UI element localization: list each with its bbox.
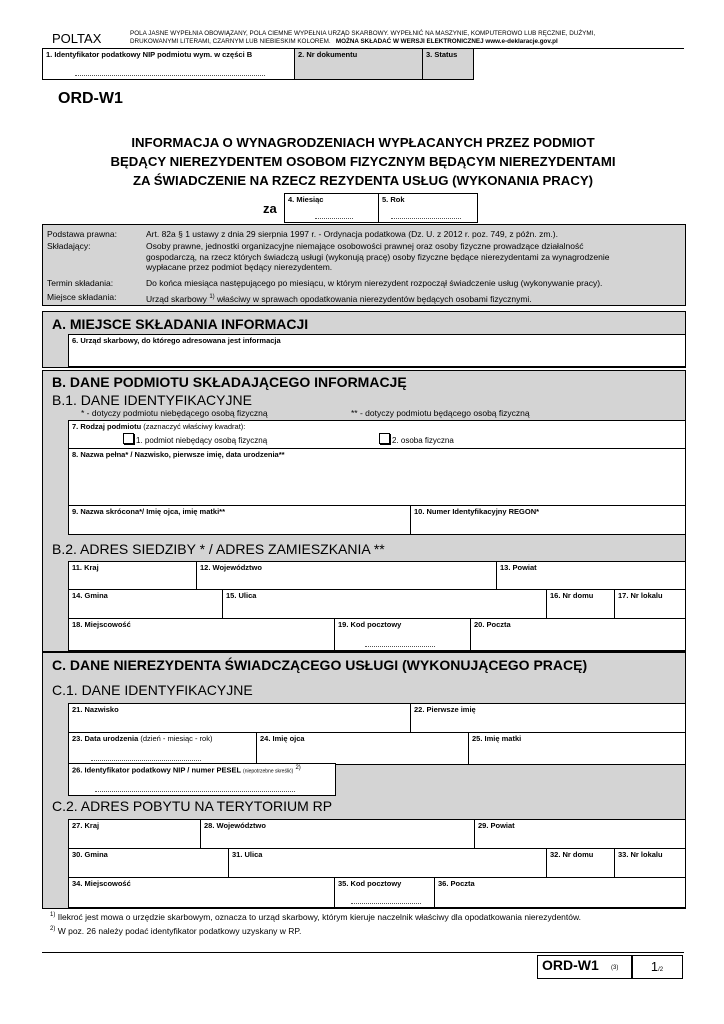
c-street-field[interactable]: 31. Ulica xyxy=(228,848,548,879)
period-za: za xyxy=(263,201,277,216)
doc-number-field: 2. Nr dokumentu xyxy=(294,48,424,80)
nip-pesel-ticks xyxy=(95,787,295,792)
month-ticks xyxy=(315,214,353,219)
birth-date-ticks xyxy=(91,756,201,761)
regon-field[interactable]: 10. Numer Identyfikacyjny REGON* xyxy=(410,505,686,535)
basis-text: Art. 82a § 1 ustawy z dnia 29 sierpnia 1997 r. - Ordynacja podatkowa (Dz. U. z 2012 r. poz. 749, z późn. zm.). xyxy=(146,229,558,239)
b-flat-no-field[interactable]: 17. Nr lokalu xyxy=(614,589,686,620)
c-municipality-field[interactable]: 30. Gmina xyxy=(68,848,230,879)
form-code: ORD-W1 xyxy=(58,90,123,107)
section-c xyxy=(42,652,686,909)
note-physical: ** - dotyczy podmiotu będącego osobą fizyczną xyxy=(351,408,530,418)
entity-option-2[interactable]: 2. osoba fizyczna xyxy=(379,433,454,445)
entity-option-1[interactable]: 1. podmiot niebędący osobą fizyczną xyxy=(123,433,267,445)
b-county-field[interactable]: 13. Powiat xyxy=(496,561,686,591)
month-field[interactable]: 4. Miesiąc xyxy=(284,193,380,223)
b-municipality-field[interactable]: 14. Gmina xyxy=(68,589,224,620)
c-postcode-field[interactable]: 35. Kod pocztowy xyxy=(334,877,436,908)
entity-type-field: 7. Rodzaj podmiotu (zaznaczyć właściwy kwadrat): 1. podmiot niebędący osobą fizyczną 2. osoba fizyczna xyxy=(68,420,686,450)
section-a xyxy=(42,311,686,368)
publisher-name: POLTAX xyxy=(52,31,102,46)
place-text: Urząd skarbowy $^{1)}$ właściwy w sprawach opodatkowania nierezydentów będących osobami fizycznymi. xyxy=(146,293,532,304)
b-country-field[interactable]: 11. Kraj xyxy=(68,561,198,591)
c-county-field[interactable]: 29. Powiat xyxy=(474,819,686,850)
nip-field[interactable]: 1. Identyfikator podatkowy NIP podmiotu wym. w części B xyxy=(42,48,296,80)
c-voivodeship-field[interactable]: 28. Województwo xyxy=(200,819,476,850)
section-b xyxy=(42,370,686,652)
year-ticks xyxy=(391,214,461,219)
year-field[interactable]: 5. Rok xyxy=(378,193,478,223)
postcode-ticks xyxy=(365,642,435,647)
c-house-no-field[interactable]: 32. Nr domu xyxy=(546,848,616,879)
section-c-title: C. DANE NIEREZYDENTA ŚWIADCZĄCEGO USŁUGI (WYKONUJĄCEGO PRACĘ) xyxy=(52,657,588,673)
form-title: INFORMACJA O WYNAGRODZENIACH WYPŁACANYCH PRZEZ PODMIOT BĘDĄCY NIEREZYDENTEM OSOBOM FIZYCZNYM BĘDĄCYM NIEREZYDENTAMI ZA ŚWIADCZENIE NA RZECZ REZYDENTA USŁUG (WYKONANIA PRACY) xyxy=(110,135,616,188)
b2-title: B.2. ADRES SIEDZIBY * / ADRES ZAMIESZKANIA ** xyxy=(52,541,385,557)
legal-info-box xyxy=(42,224,686,306)
nip-ticks xyxy=(75,71,265,76)
b-post-office-field[interactable]: 20. Poczta xyxy=(470,618,686,651)
footer-form-code: ORD-W1 (3) xyxy=(537,955,633,979)
deadline-text: Do końca miesiąca następującego po miesiącu, w którym nierezydent rozpoczął świadczenie usług (wykonywanie pracy). xyxy=(146,278,603,288)
b-postcode-field[interactable]: 19. Kod pocztowy xyxy=(334,618,472,651)
fill-instructions: POLA JASNE WYPEŁNIA OBOWIĄZANY, POLA CIEMNE WYPEŁNIA URZĄD SKARBOWY. WYPEŁNIĆ NA MASZYNIE, KOMPUTEROWO LUB RĘCZNIE, DUŻYMI, DRUKOWANYMI LITERAMI, CZARNYM LUB NIEBIESKIM KOLOREM. MOŻNA SKŁADAĆ W WERSJI ELEKTRONICZNEJ www.e-deklaracje.gov.pl xyxy=(130,30,596,45)
b-street-field[interactable]: 15. Ulica xyxy=(222,589,548,620)
c-city-field[interactable]: 34. Miejscowość xyxy=(68,877,336,908)
b-house-no-field[interactable]: 16. Nr domu xyxy=(546,589,616,620)
note-nonphysical: * - dotyczy podmiotu niebędącego osobą fizyczną xyxy=(81,408,268,418)
c1-title: C.1. DANE IDENTYFIKACYJNE xyxy=(52,682,253,698)
full-name-field[interactable]: 8. Nazwa pełna* / Nazwisko, pierwsze imię, data urodzenia** xyxy=(68,448,686,507)
footnote-1: $^{1)}$ Ilekroć jest mowa o urzędzie skarbowym, oznacza to urząd skarbowy, którym kieruje naczelnik właściwy dla opodatkowania nierezydentów. xyxy=(50,912,582,922)
checkbox-icon[interactable] xyxy=(379,433,390,444)
filer-label: Składający: xyxy=(47,241,91,251)
b-city-field[interactable]: 18. Miejscowość xyxy=(68,618,336,651)
birth-date-field[interactable]: 23. Data urodzenia (dzień - miesiąc - rok) xyxy=(68,732,258,765)
c-country-field[interactable]: 27. Kraj xyxy=(68,819,202,850)
tax-office-field[interactable]: 6. Urząd skarbowy, do którego adresowana jest informacja xyxy=(68,334,686,367)
first-name-field[interactable]: 22. Pierwsze imię xyxy=(410,703,686,734)
section-a-title: A. MIEJSCE SKŁADANIA INFORMACJI xyxy=(52,316,309,332)
status-field: 3. Status xyxy=(422,48,474,80)
footer-page-number: 1/2 xyxy=(631,955,683,979)
c2-title: C.2. ADRES POBYTU NA TERYTORIUM RP xyxy=(52,798,333,814)
postcode-ticks xyxy=(351,899,421,904)
b-voivodeship-field[interactable]: 12. Województwo xyxy=(196,561,498,591)
surname-field[interactable]: 21. Nazwisko xyxy=(68,703,412,734)
section-b-title: B. DANE PODMIOTU SKŁADAJĄCEGO INFORMACJĘ xyxy=(52,374,407,390)
footnote-2: $^{2)}$ W poz. 26 należy podać identyfikator podatkowy uzyskany w RP. xyxy=(50,926,302,936)
footer-divider xyxy=(42,952,684,953)
filer-text: Osoby prawne, jednostki organizacyjne niemające osobowości prawnej oraz osoby fizyczne prowadzące działalność gospodarczą, na rzecz których świadczą usługi (wykonują pracę) osoby fizyczne będące nierezydentami za wynagrodzenie wypłacane przez podmiot będący nierezydentem. xyxy=(146,241,610,272)
basis-label: Podstawa prawna: xyxy=(47,229,117,239)
short-name-field[interactable]: 9. Nazwa skrócona*/ Imię ojca, imię matki** xyxy=(68,505,412,535)
c-flat-no-field[interactable]: 33. Nr lokalu xyxy=(614,848,686,879)
place-label: Miejsce składania: xyxy=(47,292,117,302)
father-name-field[interactable]: 24. Imię ojca xyxy=(256,732,470,765)
mother-name-field[interactable]: 25. Imię matki xyxy=(468,732,686,765)
nip-pesel-field[interactable]: 26. Identyfikator podatkowy NIP / numer PESEL (niepotrzebne skreślić) $^{2)}$ xyxy=(68,763,336,796)
deadline-label: Termin składania: xyxy=(47,278,114,288)
c-post-office-field[interactable]: 36. Poczta xyxy=(434,877,686,908)
checkbox-icon[interactable] xyxy=(123,433,134,444)
b1-title: B.1. DANE IDENTYFIKACYJNE xyxy=(52,392,252,408)
